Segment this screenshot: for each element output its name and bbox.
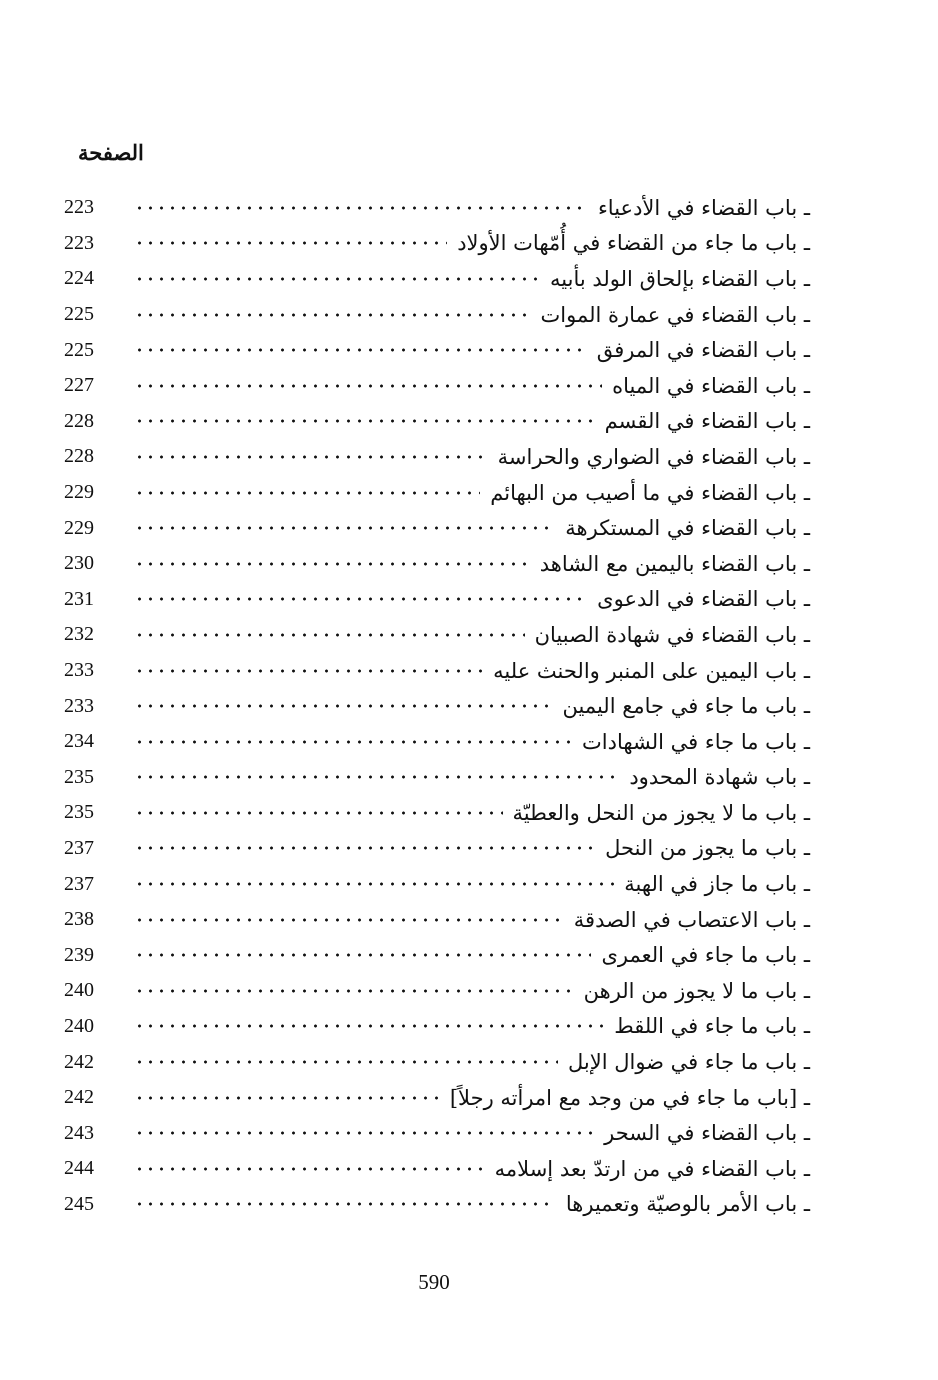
dot-leader xyxy=(134,625,525,645)
toc-entry-title: ـ باب ما جاء في جامع اليمين xyxy=(562,694,810,719)
dot-leader xyxy=(134,1194,556,1214)
toc-entry-title: ـ [باب ما جاء في من وجد مع امرأته رجلاً] xyxy=(449,1085,810,1110)
toc-page-number: 228 xyxy=(64,409,94,432)
toc-entry-title: ـ باب اليمين على المنبر والحنث عليه xyxy=(493,658,810,683)
dot-leader xyxy=(134,696,553,716)
toc-entry xyxy=(64,866,810,902)
toc-entry xyxy=(64,973,810,1009)
toc-page-number: 235 xyxy=(64,765,94,788)
toc-entry-title: ـ باب القضاء بإلحاق الولد بأبيه xyxy=(550,266,810,291)
toc-page-number: 242 xyxy=(64,1086,94,1109)
dot-leader xyxy=(134,767,619,787)
toc-entry xyxy=(64,831,810,867)
table-of-contents xyxy=(64,190,810,1222)
dot-leader xyxy=(134,483,480,503)
dot-leader xyxy=(134,1123,594,1143)
toc-entry xyxy=(64,582,810,618)
toc-page-number: 237 xyxy=(64,872,94,895)
toc-entry xyxy=(64,795,810,831)
toc-entry xyxy=(64,653,810,689)
toc-entry-title: ـ باب القضاء في من ارتدّ بعد إسلامه xyxy=(494,1156,810,1181)
toc-entry xyxy=(64,1044,810,1080)
toc-entry-title: ـ باب الاعتصاب في الصدقة xyxy=(573,907,810,932)
dot-leader xyxy=(134,981,574,1001)
toc-entry-title: ـ باب القضاء في السحر xyxy=(604,1121,810,1146)
toc-entry xyxy=(64,190,810,226)
toc-page-number: 245 xyxy=(64,1192,94,1215)
toc-entry xyxy=(64,297,810,333)
toc-page-number: 231 xyxy=(64,587,94,610)
toc-page-number: 238 xyxy=(64,908,94,931)
dot-leader xyxy=(134,1088,440,1108)
dot-leader xyxy=(134,198,588,218)
toc-entry-title: ـ باب ما لا يجوز من الرهن xyxy=(583,978,810,1003)
dot-leader xyxy=(134,910,564,930)
dot-leader xyxy=(134,233,447,253)
toc-entry xyxy=(64,760,810,796)
toc-entry xyxy=(64,546,810,582)
toc-entry xyxy=(64,1115,810,1151)
toc-entry-title: ـ باب القضاء في الأدعياء xyxy=(597,195,810,220)
toc-entry xyxy=(64,226,810,262)
toc-page-number: 223 xyxy=(64,196,94,219)
toc-entry-title: ـ باب ما جاء في ضوال الإبل xyxy=(568,1050,810,1075)
toc-entry-title: ـ باب القضاء في المستكرهة xyxy=(565,516,810,541)
toc-entry-title: ـ باب ما جاء من القضاء في أُمّهات الأولاد xyxy=(457,231,810,256)
toc-page-number: 224 xyxy=(64,267,94,290)
dot-leader xyxy=(134,340,587,360)
toc-page-number: 228 xyxy=(64,445,94,468)
dot-leader xyxy=(134,269,540,289)
toc-entry xyxy=(64,617,810,653)
toc-entry-title: ـ باب القضاء في الدعوى xyxy=(597,587,810,612)
toc-entry-title: ـ باب ما جاء في اللقط xyxy=(614,1014,810,1039)
toc-page-number: 242 xyxy=(64,1050,94,1073)
dot-leader xyxy=(134,305,531,325)
toc-page-number: 235 xyxy=(64,801,94,824)
toc-page-number: 234 xyxy=(64,730,94,753)
dot-leader xyxy=(134,1016,604,1036)
toc-entry-title: ـ باب القضاء باليمين مع الشاهد xyxy=(539,551,810,576)
toc-entry-title: ـ باب ما جاء في العمرى xyxy=(601,943,810,968)
toc-entry xyxy=(64,1009,810,1045)
toc-page-number: 233 xyxy=(64,659,94,682)
toc-entry xyxy=(64,475,810,511)
toc-entry-title: ـ باب القضاء في المرفق xyxy=(596,338,810,363)
dot-leader xyxy=(134,874,614,894)
dot-leader xyxy=(134,554,530,574)
toc-entry xyxy=(64,510,810,546)
toc-entry-title: ـ باب القضاء في المياه xyxy=(612,373,810,398)
toc-entry xyxy=(64,1187,810,1223)
toc-entry xyxy=(64,404,810,440)
dot-leader xyxy=(134,732,572,752)
toc-page-number: 225 xyxy=(64,303,94,326)
toc-page-number: 233 xyxy=(64,694,94,717)
dot-leader xyxy=(134,945,591,965)
dot-leader xyxy=(134,411,595,431)
toc-entry-title: ـ باب القضاء في شهادة الصبيان xyxy=(534,622,810,647)
page-column-header: الصفحة xyxy=(78,140,144,165)
dot-leader xyxy=(134,838,595,858)
toc-entry-title: ـ باب القضاء في ما أصيب من البهائم xyxy=(490,480,810,505)
dot-leader xyxy=(134,518,555,538)
dot-leader xyxy=(134,803,503,823)
toc-entry-title: ـ باب ما جاز في الهبة xyxy=(624,872,810,897)
toc-entry xyxy=(64,439,810,475)
toc-entry xyxy=(64,724,810,760)
toc-entry xyxy=(64,332,810,368)
toc-entry xyxy=(64,1151,810,1187)
toc-page-number: 229 xyxy=(64,516,94,539)
dot-leader xyxy=(134,1052,558,1072)
toc-page-number: 243 xyxy=(64,1121,94,1144)
toc-page-number: 227 xyxy=(64,374,94,397)
dot-leader xyxy=(134,447,488,467)
toc-entry xyxy=(64,937,810,973)
toc-page-number: 239 xyxy=(64,943,94,966)
toc-entry-title: ـ باب ما لا يجوز من النحل والعطيّة xyxy=(512,800,810,825)
page-number: 590 xyxy=(418,1270,450,1294)
toc-entry xyxy=(64,688,810,724)
toc-entry-title: ـ باب ما يجوز من النحل xyxy=(605,836,810,861)
toc-entry-title: ـ باب القضاء في القسم xyxy=(604,409,810,434)
toc-entry xyxy=(64,902,810,938)
toc-page-number: 223 xyxy=(64,231,94,254)
toc-page-number: 225 xyxy=(64,338,94,361)
toc-entry xyxy=(64,368,810,404)
toc-page-number: 240 xyxy=(64,979,94,1002)
toc-page-number: 232 xyxy=(64,623,94,646)
toc-entry-title: ـ باب ما جاء في الشهادات xyxy=(582,729,810,754)
dot-leader xyxy=(134,589,587,609)
toc-page-number: 229 xyxy=(64,481,94,504)
toc-page-number: 237 xyxy=(64,836,94,859)
toc-entry-title: ـ باب القضاء في عمارة الموات xyxy=(540,302,810,327)
toc-page-number: 244 xyxy=(64,1157,94,1180)
toc-entry xyxy=(64,261,810,297)
dot-leader xyxy=(134,661,483,681)
toc-entry-title: ـ باب شهادة المحدود xyxy=(629,765,810,790)
toc-entry-title: ـ باب القضاء في الضواري والحراسة xyxy=(497,444,810,469)
toc-page-number: 230 xyxy=(64,552,94,575)
toc-entry xyxy=(64,1080,810,1116)
dot-leader xyxy=(134,376,602,396)
toc-page-number: 240 xyxy=(64,1014,94,1037)
toc-entry-title: ـ باب الأمر بالوصيّة وتعميرها xyxy=(565,1192,810,1217)
dot-leader xyxy=(134,1159,485,1179)
